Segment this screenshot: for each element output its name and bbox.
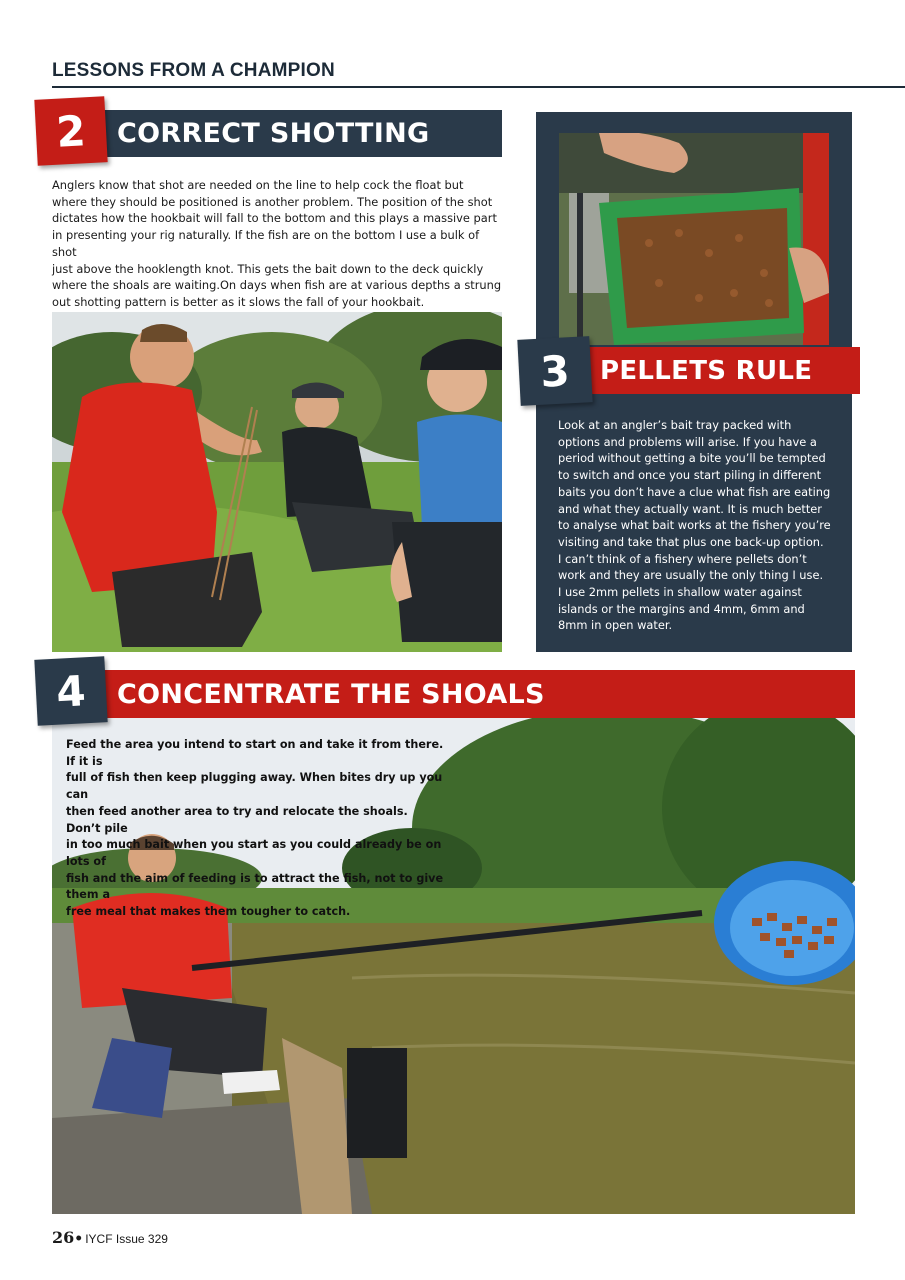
section-2-headline-bar	[62, 110, 502, 157]
section-3-headline-bar	[560, 347, 860, 394]
section-4-number-badge	[34, 656, 107, 726]
issue-label: IYCF Issue 329	[85, 1232, 168, 1246]
section-3-heading: PELLETS RULE	[600, 355, 813, 386]
pellet-tray-photo	[559, 133, 829, 345]
section-3-number: 3	[539, 345, 571, 397]
folio-separator: •	[74, 1231, 84, 1247]
section-3-number-badge	[517, 336, 592, 406]
section-2-number: 2	[55, 105, 87, 157]
page-folio	[52, 1228, 168, 1247]
header-rule	[52, 86, 905, 88]
section-title: LESSONS FROM A CHAMPION	[52, 60, 335, 81]
section-3-body: Look at an angler’s bait tray packed with options and problems will arise. If you have a period without getting a bite you’ll be tempted to switch and once you start piling in different baits you don’t have a clue what fish are eating and what they actually want. It is much better to analyse what bait works at the fishery you’re visiting and take that plus one back-up option. I can’t think of a fishery where pellets don’t work and they are usually the only thing I use. I use 2mm pellets in shallow water against islands or the margins and 4mm, 6mm and 8mm in open water.	[558, 418, 831, 633]
section-2-number-badge	[34, 96, 107, 166]
section-2-body: Anglers know that shot are needed on the line to help cock the float but where they should be positioned is another problem. The position of the shot dictates how the hookbait will fall to the bottom and this plays a massive part in presenting your rig naturally. If the fish are on the bottom I use a bulk of shot just above the hooklength knot. This gets the bait down to the deck quickly where the shoals are waiting.On days when fish are at various depths a strung out shotting pattern is better as it slows the fall of your hookbait.	[52, 178, 502, 309]
section-4-body: Feed the area you intend to start on and take it from there. If it is full of fish then keep plugging away. When bites dry up you can then feed another area to try and relocate the shoals. Don’t pile in too much bait when you start as you could already be on lots of fish and the aim of feeding is to attract the fish, not to give them a free meal that makes them tougher to catch.	[66, 738, 444, 919]
section-2-heading: CORRECT SHOTTING	[117, 118, 430, 149]
section-4-number: 4	[55, 665, 87, 717]
anglers-meeting-photo	[52, 312, 502, 652]
page-number: 26	[52, 1228, 75, 1247]
section-4-heading: CONCENTRATE THE SHOALS	[117, 678, 545, 710]
section-4-headline-bar	[62, 670, 855, 718]
